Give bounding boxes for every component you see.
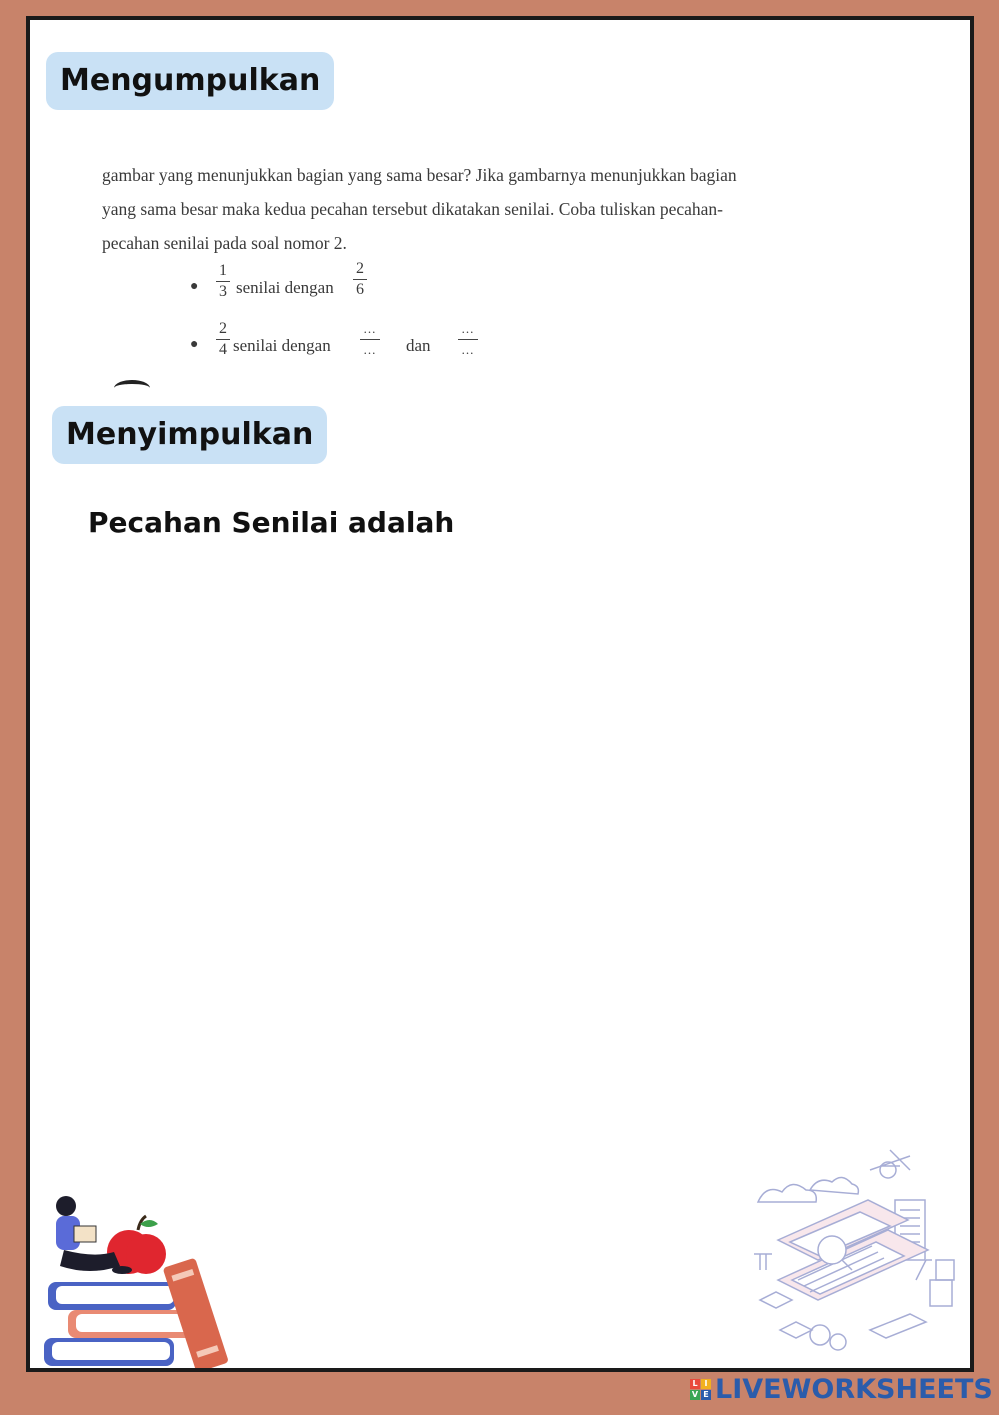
bullet-icon: ● — [190, 279, 199, 294]
bullet-item-2 — [102, 318, 852, 376]
bullet-icon: ● — [190, 337, 199, 352]
numerator-blank: ... — [363, 321, 377, 336]
bullet-1-text: senilai dengan — [236, 278, 334, 297]
denominator: 4 — [219, 341, 227, 358]
denominator: 6 — [356, 281, 364, 298]
fraction-one-third — [216, 262, 230, 301]
blank-fraction-1 — [360, 320, 380, 359]
girl-reading-on-books-illustration — [34, 1190, 234, 1370]
liveworksheets-logo[interactable] — [690, 1374, 993, 1405]
bullet-item-1 — [102, 260, 852, 318]
numerator: 2 — [356, 260, 364, 277]
numerator-blank: ... — [461, 321, 475, 336]
logo-grid-icon: L I V E — [690, 1379, 711, 1400]
fraction-two-fourths — [216, 320, 230, 359]
section-title-mengumpulkan: Mengumpulkan — [46, 52, 334, 110]
section-title-menyimpulkan: Menyimpulkan — [52, 406, 327, 464]
conclusion-prompt: Pecahan Senilai adalah — [88, 506, 455, 539]
fraction-two-sixths — [353, 260, 367, 299]
question-line-2: yang sama besar maka kedua pecahan tersebut dikatakan senilai. Coba tuliskan pecahan- — [102, 199, 724, 219]
scanned-question-image — [102, 158, 852, 376]
blank-fraction-2 — [458, 320, 478, 359]
question-line-1: gambar yang menunjukkan bagian yang sama besar? Jika gambarnya menunjukkan bagian — [102, 165, 737, 185]
denominator: 3 — [219, 283, 227, 300]
brand-text: LIVEWORKSHEETS — [715, 1374, 993, 1405]
numerator: 2 — [219, 320, 227, 337]
worksheet-page — [26, 16, 974, 1372]
denominator-blank: ... — [363, 342, 377, 357]
numerator: 1 — [219, 262, 227, 279]
conjunction-dan: dan — [406, 336, 431, 355]
laptop-isometric-illustration — [720, 1130, 970, 1370]
question-line-3: pecahan senilai pada soal nomor 2. — [102, 233, 347, 253]
scan-edge-mark — [114, 380, 150, 396]
denominator-blank: ... — [461, 342, 475, 357]
bullet-2-text: senilai dengan — [233, 336, 331, 355]
